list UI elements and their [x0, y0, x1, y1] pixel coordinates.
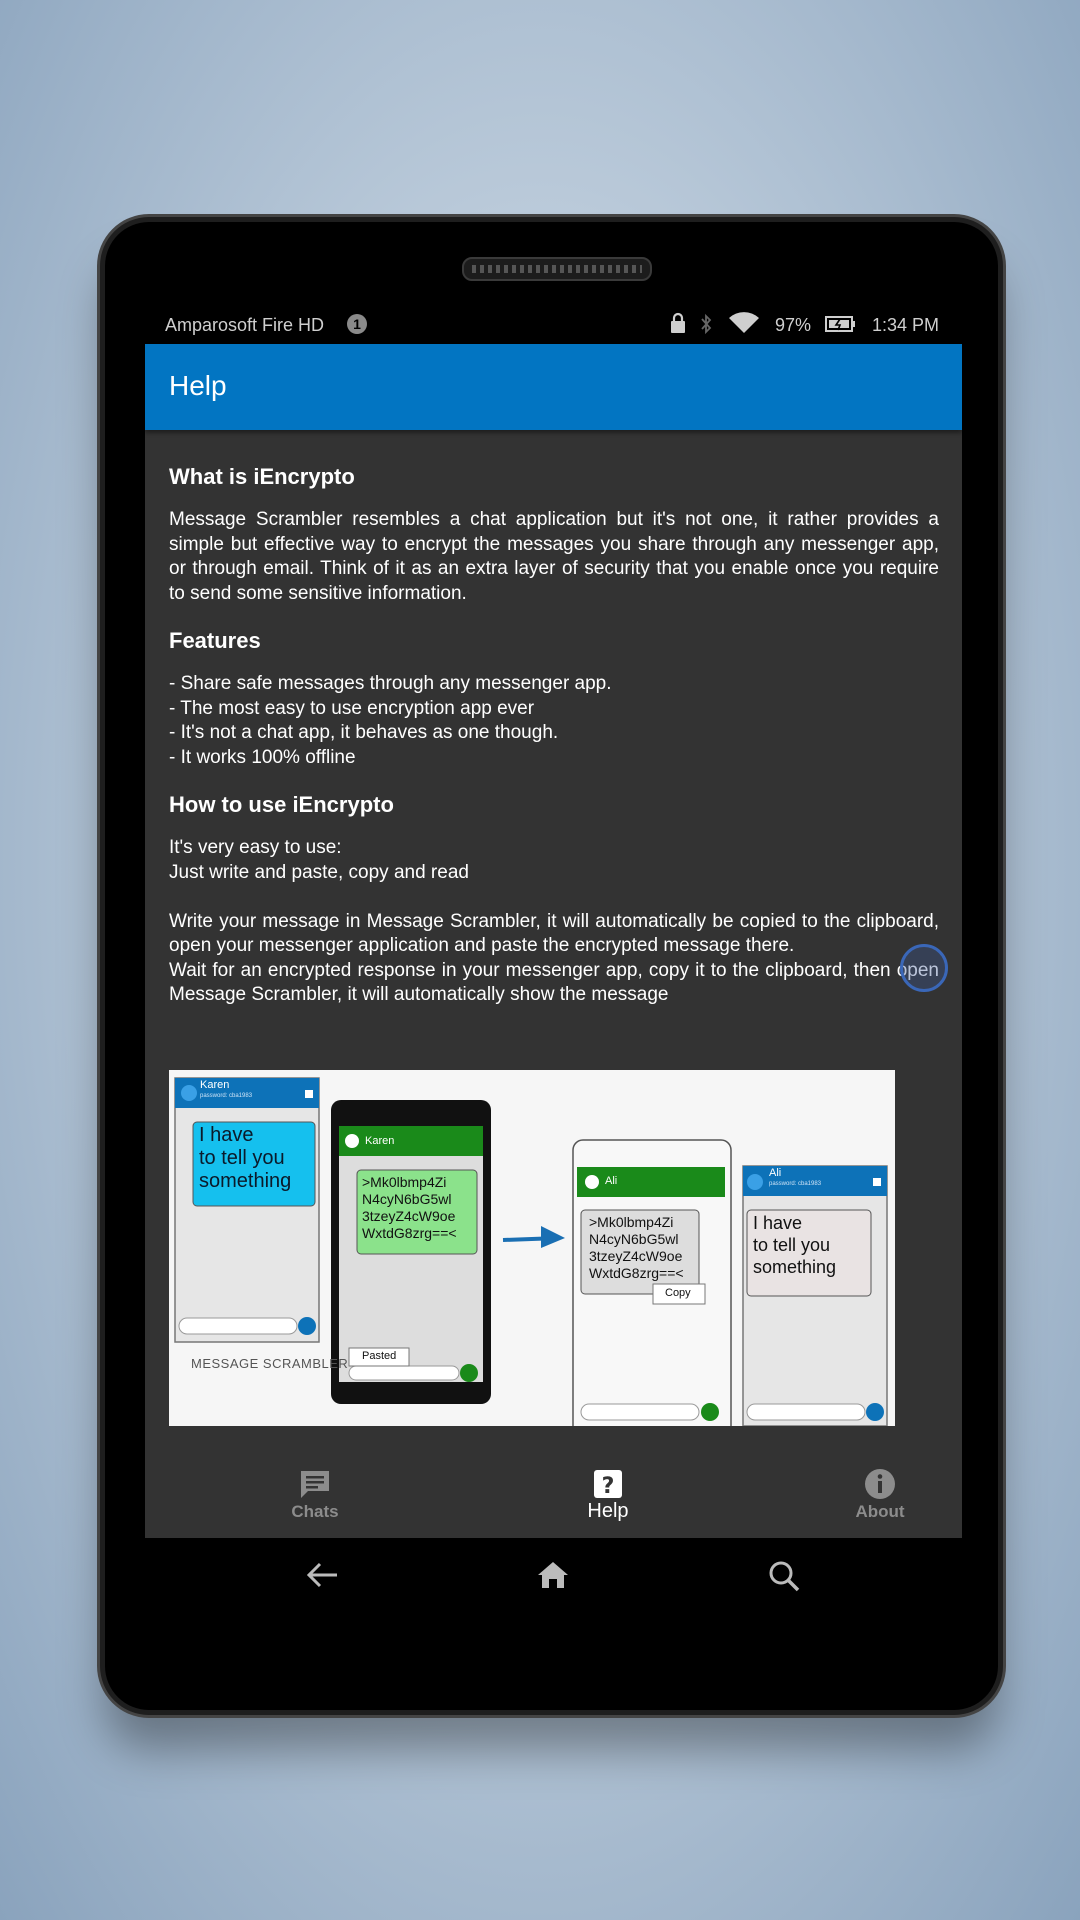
floating-overlay-icon[interactable] — [900, 944, 948, 992]
status-bar — [145, 304, 962, 344]
howto-step: Wait for an encrypted response in your messenger app, copy it to the clipboard, then open Message Scrambler, it will automatically show the message — [169, 959, 939, 1005]
features-list — [169, 672, 939, 770]
message-line: WxtdG8zrg==< — [362, 1225, 457, 1241]
system-navigation-bar — [145, 1538, 962, 1611]
message-line: I have — [753, 1213, 803, 1233]
chat-icon — [299, 1468, 331, 1505]
message-line: to tell you — [199, 1147, 285, 1169]
search-icon[interactable] — [768, 1560, 802, 1597]
back-arrow-icon[interactable] — [305, 1560, 339, 1595]
nav-label-help: Help — [587, 1500, 629, 1522]
list-item: - It's not a chat app, it behaves as one though. — [169, 722, 559, 743]
left-contact-name: Karen — [200, 1079, 230, 1091]
nav-label-chats: Chats — [291, 1502, 339, 1521]
speaker-grille — [462, 257, 652, 281]
about-paragraph: Message Scrambler resembles a chat application but it's not one, it rather provides a simple but effective way to encrypt the messages you share through any messenger app, or through email. Think of it as an extra layer of security that you enable once you require to send some sensitive information. — [169, 509, 939, 604]
clock: 1:34 PM — [872, 315, 940, 335]
message-line: to tell you — [753, 1235, 831, 1255]
messenger-contact-1: Karen — [365, 1135, 395, 1147]
section-heading-howto: How to use iEncrypto — [169, 792, 394, 817]
messenger-contact-2: Ali — [605, 1175, 618, 1187]
device-name: Amparosoft Fire HD — [165, 315, 325, 335]
list-item: - The most easy to use encryption app ever — [169, 697, 535, 719]
battery-icon — [825, 315, 857, 338]
howto-step: Write your message in Message Scrambler, it will automatically be copied to the clipboard, open your messenger application and paste the encrypted message there. — [169, 910, 939, 956]
message-line: >Mk0lbmp4Zi — [589, 1214, 674, 1230]
encrypted-bubble-1 — [362, 1174, 457, 1242]
message-line: 3tzeyZ4cW9oe — [362, 1208, 456, 1224]
message-line: >Mk0lbmp4Zi — [362, 1174, 447, 1190]
right-contact-name: Ali — [769, 1167, 782, 1179]
message-line: something — [199, 1170, 292, 1192]
home-icon[interactable] — [536, 1560, 570, 1595]
copy-label: Copy — [665, 1287, 691, 1299]
bluetooth-icon — [700, 313, 712, 340]
svg-text:?: ? — [601, 1474, 615, 1499]
page-title: Help — [169, 370, 227, 401]
message-line: something — [753, 1257, 837, 1277]
nav-item-about[interactable] — [790, 1446, 962, 1538]
help-content — [169, 464, 939, 1008]
message-line: N4cyN6bG5wl — [362, 1191, 452, 1207]
text-line: It's very easy to use: — [169, 837, 342, 858]
how-it-works-illustration — [169, 1070, 895, 1426]
message-line: I have — [199, 1124, 254, 1146]
message-line: 3tzeyZ4cW9oe — [589, 1248, 683, 1264]
text-line: Just write and paste, copy and read — [169, 861, 469, 883]
nav-item-chats[interactable] — [225, 1446, 405, 1538]
bottom-navigation — [145, 1446, 962, 1538]
left-contact-sub: password: cba1983 — [200, 1093, 253, 1099]
pasted-label: Pasted — [362, 1350, 397, 1362]
notification-badge: 1 — [347, 314, 367, 334]
wifi-icon — [728, 312, 760, 339]
message-line: WxtdG8zrg==< — [589, 1265, 684, 1281]
section-heading-about: What is iEncrypto — [169, 464, 355, 489]
info-icon — [864, 1468, 896, 1505]
list-item: - It works 100% offline — [169, 746, 356, 768]
nav-item-help[interactable] — [518, 1446, 698, 1538]
right-contact-sub: password: cba1983 — [769, 1181, 822, 1187]
screen — [145, 304, 962, 1611]
lock-icon — [670, 312, 686, 339]
illustration-caption: MESSAGE SCRAMBLER — [191, 1356, 349, 1371]
plain-message-bubble — [199, 1124, 313, 1193]
battery-percent: 97% — [775, 315, 812, 335]
list-item: - Share safe messages through any messenger app. — [169, 673, 612, 694]
app-bar — [145, 344, 962, 430]
message-line: N4cyN6bG5wl — [589, 1231, 679, 1247]
decrypted-bubble — [753, 1212, 871, 1278]
howto-intro — [169, 836, 939, 885]
encrypted-bubble-2 — [589, 1214, 684, 1282]
nav-label-about: About — [855, 1502, 905, 1521]
section-heading-features: Features — [169, 628, 261, 653]
